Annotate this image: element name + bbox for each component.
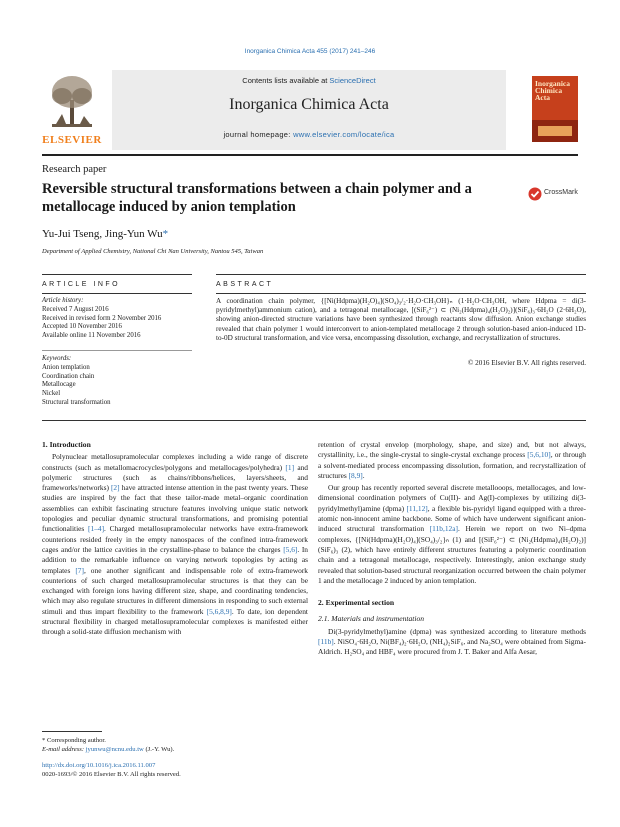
abstract-text: A coordination chain polymer, {[Ni(Hdpma)(H₂O)₄](SO₄)₃/₂·H₂O·CH₃OH}ₙ (1·H₂O·CH₃OH, where Hdpma = di(3-pyridylmethyl)ammonium cation), and a tetragonal metallocage, [(SiF₆²⁻) ⊂ (Ni₂(Hdpma)₄(H₂O)₂)](SiF₆)₃·6H₂O (2·6H₂O), showing anion-directed structure variations have been synthesized through reactants slow diffusion. Anion exchange studies revealed that chain polymer 1 would interconvert to anion-templated metallocage 2 through solution-based anion-induced 1D-to-0D structural transformation, and vice versa, encompassing dissolution, exchange, and recrystallization of structures. (216, 297, 586, 342)
intro-text: Our group has recently reported several discrete metallooops, metallocages, and low-dimensional coordination polymers of Cu(II)- and Ag(I)-complexes by utilizing di(3-pyridylmethyl)amine (dpma) (318, 483, 586, 513)
corresponding-author-mark[interactable]: * (162, 228, 169, 240)
journal-homepage (112, 130, 506, 139)
intro-paragraph-continued (318, 440, 586, 481)
section-heading-introduction: 1. Introduction (42, 440, 91, 449)
contents-line (112, 76, 506, 85)
authors (42, 228, 168, 240)
body-column-left (42, 440, 308, 640)
intro-text: . Charged metallosupramolecular networks have extra-framework counterions resided freely in the empty nanospaces of the confined intra-framework cages and/or the lattice cavities in the crystalline-phase to balance the charges (42, 524, 308, 554)
history-accepted: Accepted 10 November 2016 (42, 323, 122, 331)
article-info-heading: ARTICLE INFO (42, 281, 121, 288)
intro-text: . (362, 470, 365, 480)
sciencedirect-link[interactable]: ScienceDirect (329, 76, 376, 85)
crossmark-label: CrossMark (544, 189, 578, 196)
materials-text: Di(3-pyridylmethyl)amine (dpma) was synthesized according to literature methods (328, 626, 586, 636)
journal-title: Inorganica Chimica Acta (229, 96, 389, 113)
paper-type: Research paper (42, 164, 107, 175)
email-suffix: (J.-Y. Wu). (143, 746, 175, 753)
citation-link[interactable]: [11b] (318, 637, 334, 647)
history-online: Available online 11 November 2016 (42, 332, 141, 340)
keywords-label: Keywords: (42, 355, 72, 362)
citation-link[interactable]: [5,6,8,9] (206, 606, 232, 616)
citation-link[interactable]: [5,6,10] (527, 450, 551, 460)
journal-citation-link[interactable]: Inorganica Chimica Acta 455 (2017) 241–246 (244, 48, 376, 55)
citation-link[interactable]: [1] (285, 462, 295, 472)
citation-link[interactable]: [11b,12a] (429, 524, 458, 534)
contents-prefix: Contents lists available at (242, 76, 330, 85)
crossmark-button[interactable] (528, 186, 580, 212)
keyword-item: Structural transformation (42, 398, 111, 406)
doi-link[interactable]: http://dx.doi.org/10.1016/j.ica.2016.11.007 (42, 762, 156, 769)
article-info-subrule (42, 293, 192, 294)
email-line (42, 745, 312, 754)
footnote-rule (42, 731, 102, 732)
body-divider (42, 420, 586, 421)
history-received: Received 7 August 2016 (42, 305, 109, 313)
intro-text: Polynuclear metallosupramolecular complexes including a wide range of discrete constructs (such as metallomacrocycles/polygons and metallocages/polyhedra) (42, 452, 308, 472)
citation-link[interactable]: [8,9] (348, 470, 363, 480)
keyword-item: Anion templation (42, 363, 90, 371)
email-label: E-mail address: (42, 746, 86, 753)
citation-link[interactable]: [1–4] (88, 524, 105, 534)
abstract-subrule (216, 293, 586, 294)
citation-link[interactable]: [2] (110, 483, 120, 493)
materials-paragraph (318, 627, 586, 658)
footnote (42, 736, 312, 754)
citation-link[interactable]: [5,6] (283, 544, 298, 554)
abstract-rule (216, 274, 586, 275)
journal-cover-image[interactable] (532, 76, 578, 142)
abstract-heading: ABSTRACT (216, 281, 274, 288)
intro-text: have attracted intense attention in the past twenty years. These studies are inspired by the fact that these tailor-made metal–organic coordination assemblies can exhibit fascinating structure features involving unique static network topologies and peculiar dynamic structural transformations, and promising potential functionalities (42, 483, 308, 534)
cover-title: Inorganica Chimica Acta (535, 79, 571, 102)
intro-text: retention of crystal envelop (morphology, shape, and size) and, but not always, crystallinity, i.e., the single-crystal to single-crystal exchange process (318, 440, 586, 460)
section-heading-experimental: 2. Experimental section (318, 598, 395, 608)
doi-block (42, 761, 181, 779)
keyword-item: Coordination chain (42, 372, 95, 380)
issn-copyright: 0020-1693/© 2016 Elsevier B.V. All rights reserved. (42, 771, 181, 778)
journal-header (42, 70, 578, 150)
cover-art (538, 126, 572, 136)
history-revised: Received in revised form 2 November 2016 (42, 314, 162, 322)
email-link[interactable]: jyunwu@ncnu.edu.tw (85, 746, 144, 753)
history-label: Article history: (42, 297, 84, 304)
keywords (42, 355, 192, 408)
homepage-prefix: journal homepage: (223, 130, 294, 139)
corresponding-author-note: * Corresponding author. (42, 737, 106, 744)
abstract-copyright: © 2016 Elsevier B.V. All rights reserved. (467, 359, 586, 367)
keyword-item: Nickel (42, 390, 61, 398)
materials-text: . NiSO₄·6H₂O, Ni(BF₄)₂·6H₂O, (NH₄)₂SiF₆, and Na₂SO₄ were obtained from Sigma-Aldrich. H₂SO₄ and HBF₄ were procured from J. T. Baker and Alfa Aesar, (318, 637, 586, 657)
journal-banner (112, 70, 506, 150)
affiliation: Department of Applied Chemistry, National Chi Nan University, Nantou 545, Taiwan (42, 248, 264, 255)
elsevier-wordmark: ELSEVIER (42, 134, 102, 146)
elsevier-tree-icon (48, 74, 96, 130)
intro-paragraph-2 (318, 483, 586, 586)
intro-paragraph (42, 452, 308, 637)
intro-text: , a flexible bis-pyridyl ligand equipped with a three-atomic non-innocent amine backbone. Some of which have underwent significant anion-induced structural transformation (318, 503, 586, 534)
intro-text: , one another significant and indispensable role of extra-framework counterions of such charged metallosupramolecular structures is that they can be exchanged with foreign ions having different size, shape, and coordinating tendencies, which may also regulate structures in different dimensions in responding to such external stimuli and thus impart flexibility to the framework (42, 565, 309, 616)
subsection-heading-materials: 2.1. Materials and instrumentation (318, 614, 425, 624)
paper-title: Reversible structural transformations between a chain polymer and a metallocage induced by anion templation (42, 181, 472, 215)
intro-text: . Herein we report on two Ni–dpma complexes, {[Ni(Hdpma)(H₂O)₄](SO₄)₃/₂}ₙ (1) and [(SiF₆²⁻) ⊂ (Ni₂(Hdpma)₄(H₂O)₂)](SiF₆)₃ (2), which have entirely different structures featuring a polymeric coordination chain and a tetragonal metallocage, respectively. Interestingly, anion exchange study revealed that solution-based structural reorganization occurred between the chain polymer 1 and the metallocage 2 induced by anion templation. (318, 524, 586, 585)
header-divider (42, 154, 578, 156)
author-names: Yu-Jui Tseng, Jing-Yun Wu (42, 228, 163, 240)
keyword-item: Metallocage (42, 381, 76, 389)
crossmark-icon (528, 186, 542, 202)
keywords-divider (42, 350, 192, 351)
article-info-rule (42, 274, 192, 275)
elsevier-logo (42, 74, 102, 148)
citation-link[interactable]: [7] (75, 565, 84, 575)
intro-text: . In addition to the remarkable influence on varying network topologies by acting as templates (42, 544, 308, 575)
article-history (42, 297, 192, 341)
body-column-right (318, 440, 586, 660)
homepage-link[interactable]: www.elsevier.com/locate/ica (293, 130, 395, 139)
intro-text: and polymeric structures (such as chains/ribbons/helices, layers/sheets, and frameworks/networks) (42, 462, 308, 493)
intro-text: , or through a solvent-mediated process encompassing dissolution, formation, and recrystallization of structures (318, 450, 586, 480)
intro-text: . To date, ion dependent structural flexibility in charged metallosupramolecular complexes is manifested either through a solid-state diffusion mechanism with (42, 606, 308, 637)
citation-link[interactable]: [11,12] (406, 503, 428, 513)
